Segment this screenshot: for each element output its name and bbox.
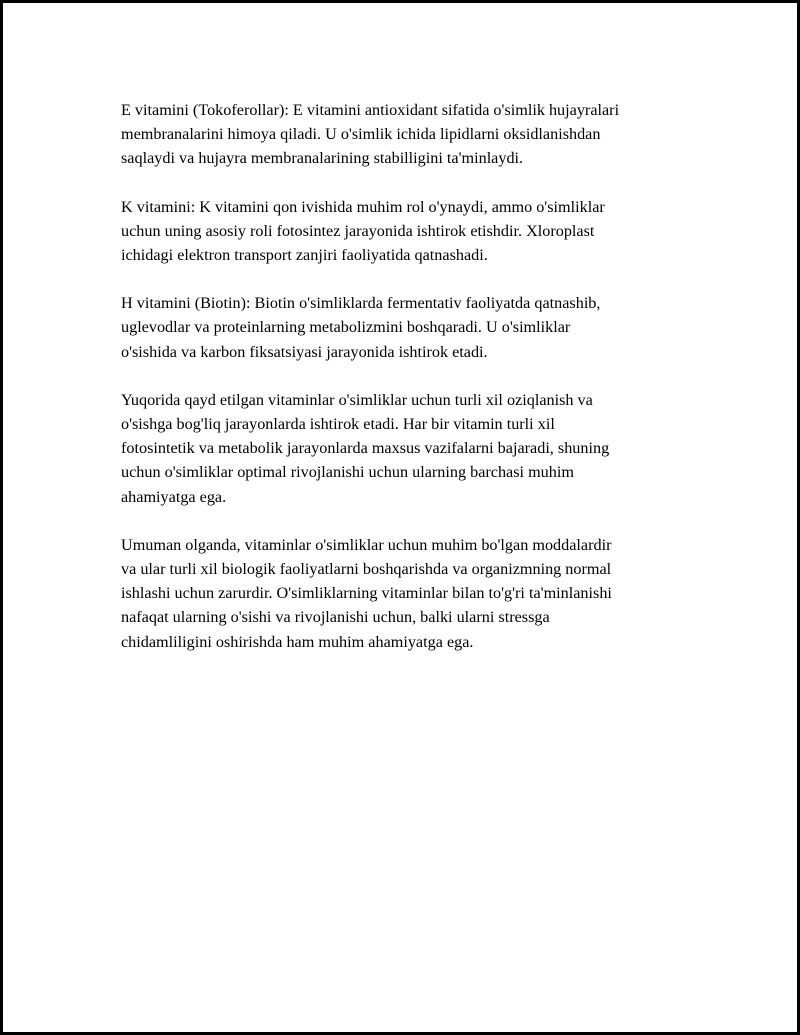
text-line: Yuqorida qayd etilgan vitaminlar o'simliklar uchun turli xil oziqlanish va [121,390,593,409]
document-body [121,98,701,678]
text-line: ichidagi elektron transport zanjiri faoliyatida qatnashadi. [121,246,488,265]
text-line: H vitamini (Biotin): Biotin o'simliklarda fermentativ faoliyatda qatnashib, [121,294,601,313]
text-line: saqlaydi va hujayra membranalarining stabilligini ta'minlaydi. [121,149,524,168]
text-line: nafaqat ularning o'sishi va rivojlanishi uchun, balki ularni stressga [121,608,550,627]
text-line: uchun uning asosiy roli fotosintez jarayonida ishtirok etishdir. Xloroplast [121,221,595,240]
text-line: va ular turli xil biologik faoliyatlarni boshqarishda va organizmning normal [121,560,612,579]
text-line: ahamiyatga ega. [121,487,227,506]
text-line: uchun o'simliklar optimal rivojlanishi uchun ularning barchasi muhim [121,463,574,482]
text-line: uglevodlar va proteinlarning metabolizmini boshqaradi. U o'simliklar [121,318,571,337]
text-line: fotosintetik va metabolik jarayonlarda maxsus vazifalarni bajaradi, shuning [121,439,610,458]
text-line: chidamliligini oshirishda ham muhim ahamiyatga ega. [121,632,474,651]
paragraph-vitamin-k [121,195,701,268]
paragraph-vitamin-h [121,291,701,364]
paragraph-summary [121,388,701,509]
text-line: o'sishga bog'liq jarayonlarda ishtirok etadi. Har bir vitamin turli xil [121,415,555,434]
paragraph-conclusion [121,533,701,654]
text-line: K vitamini: K vitamini qon ivishida muhim rol o'ynaydi, ammo o'simliklar [121,197,605,216]
text-line: o'sishida va karbon fiksatsiyasi jarayonida ishtirok etadi. [121,342,488,361]
text-line: E vitamini (Tokoferollar): E vitamini antioxidant sifatida o'simlik hujayralari [121,101,620,119]
paragraph-vitamin-e [121,98,701,171]
text-line: Umuman olganda, vitaminlar o'simliklar uchun muhim bo'lgan moddalardir [121,535,612,554]
text-line: ishlashi uchun zarurdir. O'simliklarning vitaminlar bilan to'g'ri ta'minlanishi [121,584,612,603]
text-line: membranalarini himoya qiladi. U o'simlik ichida lipidlarni oksidlanishdan [121,125,601,144]
